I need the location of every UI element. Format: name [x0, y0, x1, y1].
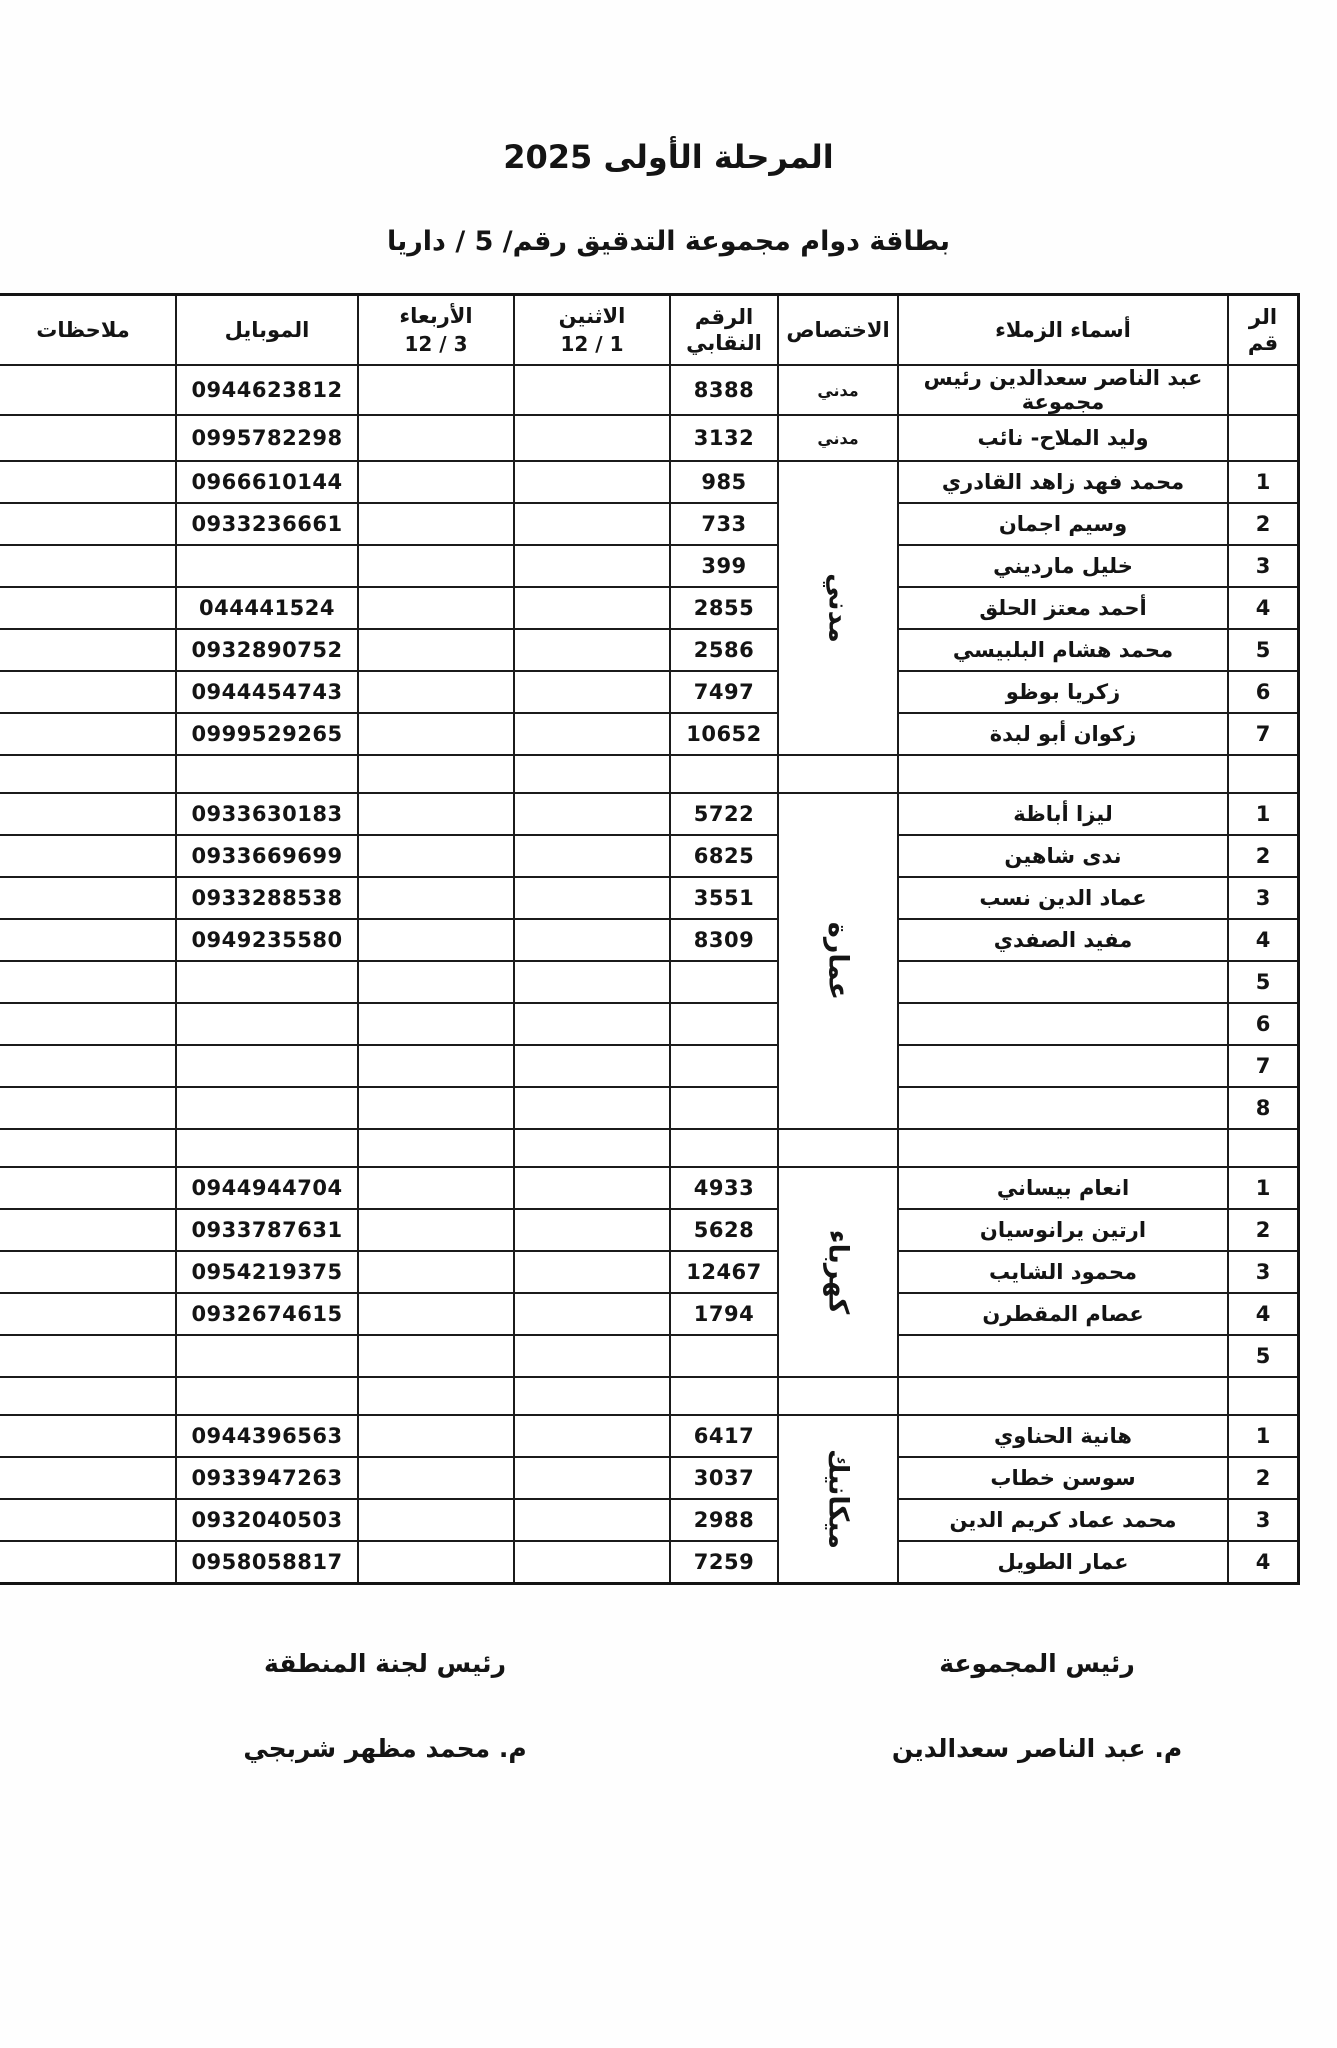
cell-mobile-number: 0944623812: [176, 365, 358, 415]
cell-colleague-name: محمد عماد كريم الدين: [898, 1499, 1228, 1541]
cell-union-number: 5722: [670, 793, 778, 835]
cell-monday-attendance: [514, 1541, 670, 1584]
cell-wednesday-attendance: [358, 671, 514, 713]
table-row: [0, 793, 1299, 835]
column-header-spec: الاختصاص: [778, 295, 898, 366]
cell-colleague-name: عمار الطويل: [898, 1541, 1228, 1584]
cell-notes: [0, 961, 176, 1003]
table-row: [0, 461, 1299, 503]
specialization-vertical-label: ميكانيك: [822, 1449, 854, 1549]
cell-wednesday-attendance: [358, 587, 514, 629]
cell-empty: [0, 1377, 176, 1415]
cell-colleague-name: محمود الشايب: [898, 1251, 1228, 1293]
cell-monday-attendance: [514, 713, 670, 755]
cell-union-number: 399: [670, 545, 778, 587]
cell-notes: [0, 1251, 176, 1293]
cell-wednesday-attendance: [358, 629, 514, 671]
cell-empty: [1228, 1377, 1299, 1415]
cell-union-number: 3037: [670, 1457, 778, 1499]
cell-empty: [176, 1377, 358, 1415]
cell-colleague-name: [898, 1335, 1228, 1377]
cell-wednesday-attendance: [358, 1415, 514, 1457]
cell-notes: [0, 545, 176, 587]
cell-colleague-name: محمد هشام البلبيسي: [898, 629, 1228, 671]
cell-empty: [670, 755, 778, 793]
cell-monday-attendance: [514, 365, 670, 415]
cell-empty: [176, 755, 358, 793]
cell-colleague-name: خليل مارديني: [898, 545, 1228, 587]
cell-row-number: 2: [1228, 1457, 1299, 1499]
cell-notes: [0, 1087, 176, 1129]
cell-row-number: 7: [1228, 713, 1299, 755]
cell-mobile-number: 0966610144: [176, 461, 358, 503]
table-row: [0, 1003, 1299, 1045]
cell-wednesday-attendance: [358, 1499, 514, 1541]
signature-block: [0, 1585, 1337, 1763]
cell-union-number: 3132: [670, 415, 778, 461]
cell-mobile-number: 0933947263: [176, 1457, 358, 1499]
attendance-roster-table: [0, 293, 1300, 1585]
cell-colleague-name: هانية الحناوي: [898, 1415, 1228, 1457]
cell-notes: [0, 365, 176, 415]
table-row: [0, 1499, 1299, 1541]
cell-mobile-number: 0932674615: [176, 1293, 358, 1335]
cell-mobile-number: 0933669699: [176, 835, 358, 877]
cell-notes: [0, 1541, 176, 1584]
cell-monday-attendance: [514, 415, 670, 461]
cell-mobile-number: 0932890752: [176, 629, 358, 671]
cell-monday-attendance: [514, 835, 670, 877]
table-row: [0, 1209, 1299, 1251]
cell-union-number: 2988: [670, 1499, 778, 1541]
table-row: [0, 1293, 1299, 1335]
cell-mobile-number: 0932040503: [176, 1499, 358, 1541]
cell-union-number: 8309: [670, 919, 778, 961]
cell-mobile-number: 0944396563: [176, 1415, 358, 1457]
signature-name-group-leader: م. عبد الناصر سعدالدين: [891, 1734, 1183, 1763]
cell-empty: [670, 1377, 778, 1415]
cell-monday-attendance: [514, 545, 670, 587]
table-row: [0, 587, 1299, 629]
specialization-vertical-label: كهرباء: [822, 1229, 854, 1315]
cell-monday-attendance: [514, 1335, 670, 1377]
specialization-vertical-label: عمارة: [822, 921, 854, 1001]
column-header-notes: ملاحظات: [0, 295, 176, 366]
cell-monday-attendance: [514, 1251, 670, 1293]
cell-notes: [0, 919, 176, 961]
cell-row-number: 3: [1228, 1251, 1299, 1293]
cell-notes: [0, 1003, 176, 1045]
cell-row-number: 3: [1228, 545, 1299, 587]
table-row: [0, 1167, 1299, 1209]
signature-group-leader: [887, 1649, 1187, 1763]
table-body: [0, 365, 1299, 1584]
cell-notes: [0, 793, 176, 835]
cell-mobile-number: [176, 1335, 358, 1377]
cell-empty: [1228, 1129, 1299, 1167]
cell-row-number: 2: [1228, 1209, 1299, 1251]
column-header-monday: الاثنين 12 / 1: [514, 295, 670, 366]
column-header-union: الرقم النقابي: [670, 295, 778, 366]
cell-row-number: 4: [1228, 1541, 1299, 1584]
cell-colleague-name: عبد الناصر سعدالدين رئيس مجموعة: [898, 365, 1228, 415]
signature-title-group-leader: رئيس المجموعة: [939, 1649, 1135, 1678]
table-row: [0, 545, 1299, 587]
cell-colleague-name: انعام بيساني: [898, 1167, 1228, 1209]
cell-notes: [0, 713, 176, 755]
cell-monday-attendance: [514, 1415, 670, 1457]
cell-union-number: 7497: [670, 671, 778, 713]
cell-row-number: 8: [1228, 1087, 1299, 1129]
cell-mobile-number: 0933630183: [176, 793, 358, 835]
cell-notes: [0, 835, 176, 877]
separator-row: [0, 1377, 1299, 1415]
cell-notes: [0, 415, 176, 461]
signature-area-committee-head: [235, 1649, 535, 1763]
cell-wednesday-attendance: [358, 1335, 514, 1377]
cell-monday-attendance: [514, 587, 670, 629]
cell-monday-attendance: [514, 1499, 670, 1541]
cell-wednesday-attendance: [358, 1045, 514, 1087]
table-row: [0, 961, 1299, 1003]
cell-monday-attendance: [514, 1457, 670, 1499]
cell-union-number: 1794: [670, 1293, 778, 1335]
document-title: المرحلة الأولى 2025: [503, 138, 834, 176]
cell-notes: [0, 1209, 176, 1251]
column-header-num: الر قم: [1228, 295, 1299, 366]
cell-mobile-number: 0949235580: [176, 919, 358, 961]
cell-union-number: 3551: [670, 877, 778, 919]
cell-colleague-name: وليد الملاح- نائب: [898, 415, 1228, 461]
cell-row-number: 5: [1228, 629, 1299, 671]
cell-row-number: 2: [1228, 503, 1299, 545]
cell-notes: [0, 671, 176, 713]
cell-wednesday-attendance: [358, 461, 514, 503]
cell-specialization: مدني: [778, 365, 898, 415]
cell-wednesday-attendance: [358, 793, 514, 835]
cell-wednesday-attendance: [358, 919, 514, 961]
cell-monday-attendance: [514, 1003, 670, 1045]
cell-union-number: 5628: [670, 1209, 778, 1251]
cell-mobile-number: 0944454743: [176, 671, 358, 713]
cell-row-number: 6: [1228, 671, 1299, 713]
cell-colleague-name: عصام المقطرن: [898, 1293, 1228, 1335]
cell-colleague-name: زكريا بوظو: [898, 671, 1228, 713]
cell-union-number: [670, 1087, 778, 1129]
cell-colleague-name: ندى شاهين: [898, 835, 1228, 877]
cell-wednesday-attendance: [358, 1541, 514, 1584]
cell-notes: [0, 1293, 176, 1335]
column-header-mobile: الموبايل: [176, 295, 358, 366]
cell-mobile-number: 0958058817: [176, 1541, 358, 1584]
table-row: [0, 1457, 1299, 1499]
cell-union-number: 10652: [670, 713, 778, 755]
cell-row-number: 6: [1228, 1003, 1299, 1045]
cell-specialization: مدني: [778, 415, 898, 461]
cell-mobile-number: [176, 961, 358, 1003]
cell-mobile-number: [176, 1045, 358, 1087]
column-header-wednesday: الأربعاء 12 / 3: [358, 295, 514, 366]
table-row: [0, 1541, 1299, 1584]
cell-notes: [0, 1499, 176, 1541]
cell-union-number: [670, 961, 778, 1003]
cell-colleague-name: [898, 1045, 1228, 1087]
cell-empty: [358, 1129, 514, 1167]
cell-row-number: 1: [1228, 461, 1299, 503]
cell-wednesday-attendance: [358, 1209, 514, 1251]
cell-monday-attendance: [514, 919, 670, 961]
cell-mobile-number: 0933787631: [176, 1209, 358, 1251]
cell-wednesday-attendance: [358, 1003, 514, 1045]
cell-mobile-number: [176, 1087, 358, 1129]
cell-notes: [0, 1045, 176, 1087]
cell-empty: [358, 1377, 514, 1415]
cell-empty: [514, 1377, 670, 1415]
table-row: [0, 1335, 1299, 1377]
cell-union-number: 2855: [670, 587, 778, 629]
cell-empty: [514, 1129, 670, 1167]
cell-notes: [0, 629, 176, 671]
cell-empty: [778, 755, 898, 793]
signature-name-committee-head: م. محمد مظهر شربجي: [243, 1734, 527, 1763]
cell-row-number: 4: [1228, 587, 1299, 629]
cell-colleague-name: زكوان أبو لبدة: [898, 713, 1228, 755]
cell-notes: [0, 587, 176, 629]
cell-empty: [778, 1377, 898, 1415]
cell-union-number: [670, 1045, 778, 1087]
cell-mobile-number: [176, 545, 358, 587]
cell-specialization-merged: [778, 1167, 898, 1377]
signature-title-committee-head: رئيس لجنة المنطقة: [264, 1649, 506, 1678]
cell-monday-attendance: [514, 877, 670, 919]
table-row: [0, 835, 1299, 877]
cell-notes: [0, 503, 176, 545]
cell-colleague-name: محمد فهد زاهد القادري: [898, 461, 1228, 503]
table-row: [0, 503, 1299, 545]
cell-row-number: 2: [1228, 835, 1299, 877]
table-row: [0, 713, 1299, 755]
cell-notes: [0, 461, 176, 503]
cell-colleague-name: ارتين يرانوسيان: [898, 1209, 1228, 1251]
cell-wednesday-attendance: [358, 1293, 514, 1335]
specialization-vertical-label: مدني: [822, 573, 854, 643]
table-row: [0, 919, 1299, 961]
cell-wednesday-attendance: [358, 961, 514, 1003]
cell-empty: [898, 1377, 1228, 1415]
cell-row-number: [1228, 415, 1299, 461]
cell-union-number: 6825: [670, 835, 778, 877]
cell-specialization-merged: [778, 793, 898, 1129]
table-row: [0, 629, 1299, 671]
cell-union-number: 2586: [670, 629, 778, 671]
table-row: [0, 671, 1299, 713]
cell-union-number: 6417: [670, 1415, 778, 1457]
cell-mobile-number: 0933288538: [176, 877, 358, 919]
cell-mobile-number: 0933236661: [176, 503, 358, 545]
cell-monday-attendance: [514, 671, 670, 713]
cell-notes: [0, 1415, 176, 1457]
table-header: [0, 295, 1299, 366]
cell-union-number: 985: [670, 461, 778, 503]
separator-row: [0, 1129, 1299, 1167]
cell-union-number: [670, 1335, 778, 1377]
cell-colleague-name: أحمد معتز الحلق: [898, 587, 1228, 629]
cell-union-number: 733: [670, 503, 778, 545]
column-header-names: أسماء الزملاء: [898, 295, 1228, 366]
cell-specialization-merged: [778, 461, 898, 755]
cell-row-number: 4: [1228, 919, 1299, 961]
cell-colleague-name: سوسن خطاب: [898, 1457, 1228, 1499]
column-header-date-monday: 12 / 1: [560, 331, 624, 356]
cell-empty: [0, 1129, 176, 1167]
table-row: [0, 365, 1299, 415]
cell-wednesday-attendance: [358, 1087, 514, 1129]
cell-empty: [898, 755, 1228, 793]
document-subtitle: بطاقة دوام مجموعة التدقيق رقم/ 5 / داريا: [386, 226, 951, 257]
cell-monday-attendance: [514, 1209, 670, 1251]
cell-monday-attendance: [514, 629, 670, 671]
cell-empty: [0, 755, 176, 793]
cell-colleague-name: [898, 1087, 1228, 1129]
cell-notes: [0, 877, 176, 919]
cell-wednesday-attendance: [358, 1251, 514, 1293]
cell-mobile-number: 0999529265: [176, 713, 358, 755]
cell-wednesday-attendance: [358, 835, 514, 877]
cell-row-number: 1: [1228, 1167, 1299, 1209]
cell-union-number: 7259: [670, 1541, 778, 1584]
cell-wednesday-attendance: [358, 877, 514, 919]
cell-row-number: 3: [1228, 1499, 1299, 1541]
cell-monday-attendance: [514, 503, 670, 545]
cell-empty: [778, 1129, 898, 1167]
cell-row-number: 1: [1228, 793, 1299, 835]
cell-row-number: 7: [1228, 1045, 1299, 1087]
cell-notes: [0, 1167, 176, 1209]
table-row: [0, 1087, 1299, 1129]
cell-empty: [670, 1129, 778, 1167]
cell-monday-attendance: [514, 1293, 670, 1335]
cell-empty: [514, 755, 670, 793]
cell-wednesday-attendance: [358, 365, 514, 415]
cell-wednesday-attendance: [358, 713, 514, 755]
cell-mobile-number: 044441524: [176, 587, 358, 629]
cell-colleague-name: عماد الدين نسب: [898, 877, 1228, 919]
table-header-row: [0, 295, 1299, 366]
cell-row-number: 1: [1228, 1415, 1299, 1457]
cell-empty: [1228, 755, 1299, 793]
cell-empty: [176, 1129, 358, 1167]
cell-wednesday-attendance: [358, 545, 514, 587]
cell-empty: [898, 1129, 1228, 1167]
cell-mobile-number: 0954219375: [176, 1251, 358, 1293]
cell-monday-attendance: [514, 1167, 670, 1209]
cell-colleague-name: ليزا أباظة: [898, 793, 1228, 835]
cell-colleague-name: وسيم اجمان: [898, 503, 1228, 545]
cell-union-number: 12467: [670, 1251, 778, 1293]
cell-mobile-number: [176, 1003, 358, 1045]
column-header-date-wednesday: 12 / 3: [404, 331, 468, 356]
cell-colleague-name: [898, 1003, 1228, 1045]
cell-monday-attendance: [514, 1087, 670, 1129]
separator-row: [0, 755, 1299, 793]
cell-colleague-name: مفيد الصفدي: [898, 919, 1228, 961]
cell-monday-attendance: [514, 461, 670, 503]
cell-mobile-number: 0944944704: [176, 1167, 358, 1209]
table-row: [0, 1415, 1299, 1457]
cell-row-number: 5: [1228, 961, 1299, 1003]
cell-union-number: 4933: [670, 1167, 778, 1209]
cell-wednesday-attendance: [358, 1167, 514, 1209]
cell-row-number: 3: [1228, 877, 1299, 919]
cell-colleague-name: [898, 961, 1228, 1003]
cell-wednesday-attendance: [358, 415, 514, 461]
cell-wednesday-attendance: [358, 503, 514, 545]
cell-specialization-merged: [778, 1415, 898, 1584]
cell-union-number: 8388: [670, 365, 778, 415]
cell-union-number: [670, 1003, 778, 1045]
table-row: [0, 1251, 1299, 1293]
cell-wednesday-attendance: [358, 1457, 514, 1499]
table-row: [0, 415, 1299, 461]
cell-row-number: [1228, 365, 1299, 415]
table-row: [0, 877, 1299, 919]
cell-monday-attendance: [514, 1045, 670, 1087]
cell-row-number: 5: [1228, 1335, 1299, 1377]
cell-mobile-number: 0995782298: [176, 415, 358, 461]
cell-empty: [358, 755, 514, 793]
cell-monday-attendance: [514, 961, 670, 1003]
cell-monday-attendance: [514, 793, 670, 835]
table-row: [0, 1045, 1299, 1087]
cell-row-number: 4: [1228, 1293, 1299, 1335]
cell-notes: [0, 1457, 176, 1499]
cell-notes: [0, 1335, 176, 1377]
